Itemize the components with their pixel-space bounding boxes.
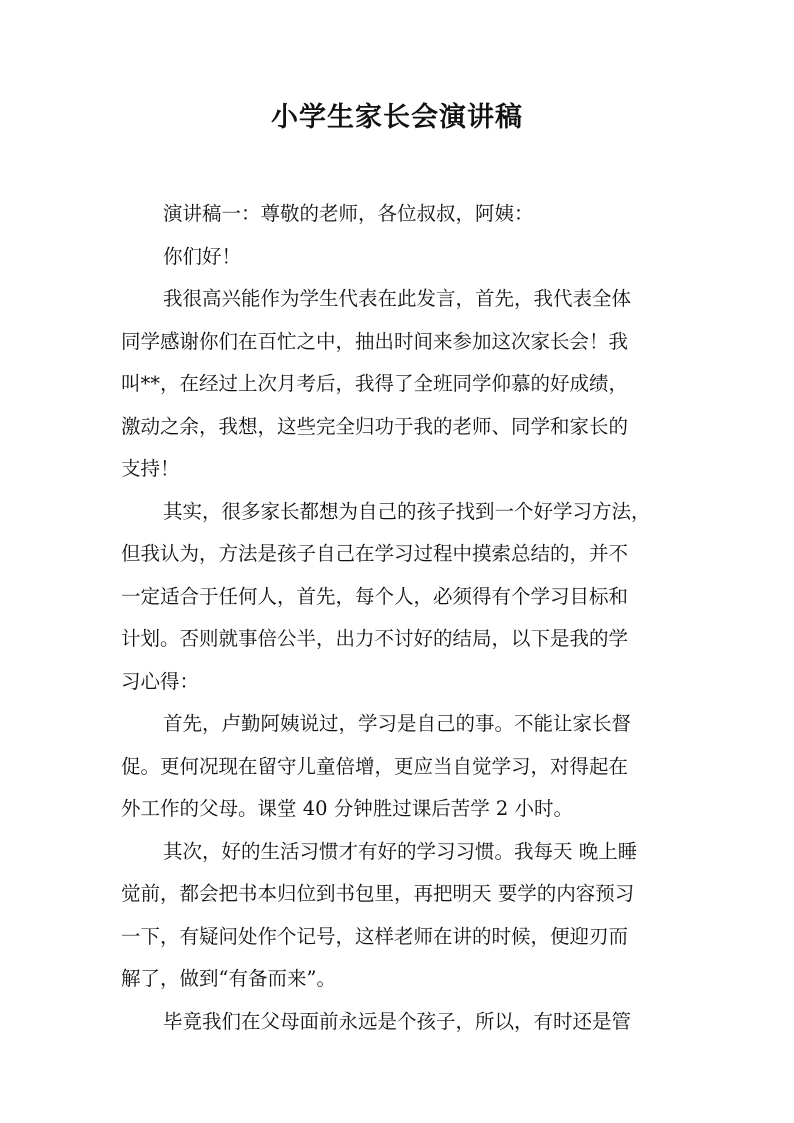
paragraph-hello [121,236,681,279]
paragraph-greeting [121,193,681,236]
text-line: 你们好！ [163,244,242,268]
text-line: 叫**，在经过上次月考后，我得了全班同学仰慕的好成绩， [121,372,629,395]
paragraph-intro [121,278,681,491]
text-line: 觉前，都会把书本归位到书包里，再把明天 要学的内容预习 [121,882,635,905]
paragraph-second [121,831,681,1001]
text-line: 其实，很多家长都想为自己的孩子找到一个好学习方法， [163,499,651,523]
document-title: 小学生家长会演讲稿 [271,102,523,133]
paragraph-final [121,1001,681,1044]
text-line: 激动之余，我想，这些完全归功于我的老师、同学和家长的 [121,414,629,438]
text-line: 一下，有疑问处作个记号，这样老师在讲的时候，便迎刃而 [121,924,629,948]
document-body [121,193,681,1043]
text-line: 同学感谢你们在百忙之中，抽出时间来参加这次家长会！我 [121,329,629,353]
text-line: 解了，做到“有备而来”。 [121,967,336,990]
text-line: 促。更何况现在留守儿童倍增，更应当自觉学习，对得起在 [121,754,629,778]
paragraph-first [121,703,681,831]
text-line: 其次，好的生活习惯才有好的学习习惯。我每天 晚上睡 [163,839,638,863]
text-line: 我很高兴能作为学生代表在此发言，首先，我代表全体 [163,287,632,310]
text-line: 毕竟我们在父母面前永远是个孩子，所以，有时还是管 [163,1009,632,1033]
text-line: 演讲稿一：尊敬的老师，各位叔叔，阿姨： [163,202,534,225]
paragraph-method [121,491,681,704]
text-line: 一定适合于任何人，首先，每个人，必须得有个学习目标和 [121,584,629,608]
text-line: 首先，卢勤阿姨说过，学习是自己的事。不能让家长督 [163,712,632,735]
text-line: 习心得： [121,669,200,693]
text-line: 但我认为，方法是孩子自己在学习过程中摸索总结的，并不 [121,542,629,565]
text-line: 外工作的父母。课堂 40 分钟胜过课后苦学 2 小时。 [121,797,574,820]
text-line: 计划。否则就事倍公半，出力不讨好的结局，以下是我的学 [121,627,629,650]
text-line: 支持！ [121,457,180,480]
